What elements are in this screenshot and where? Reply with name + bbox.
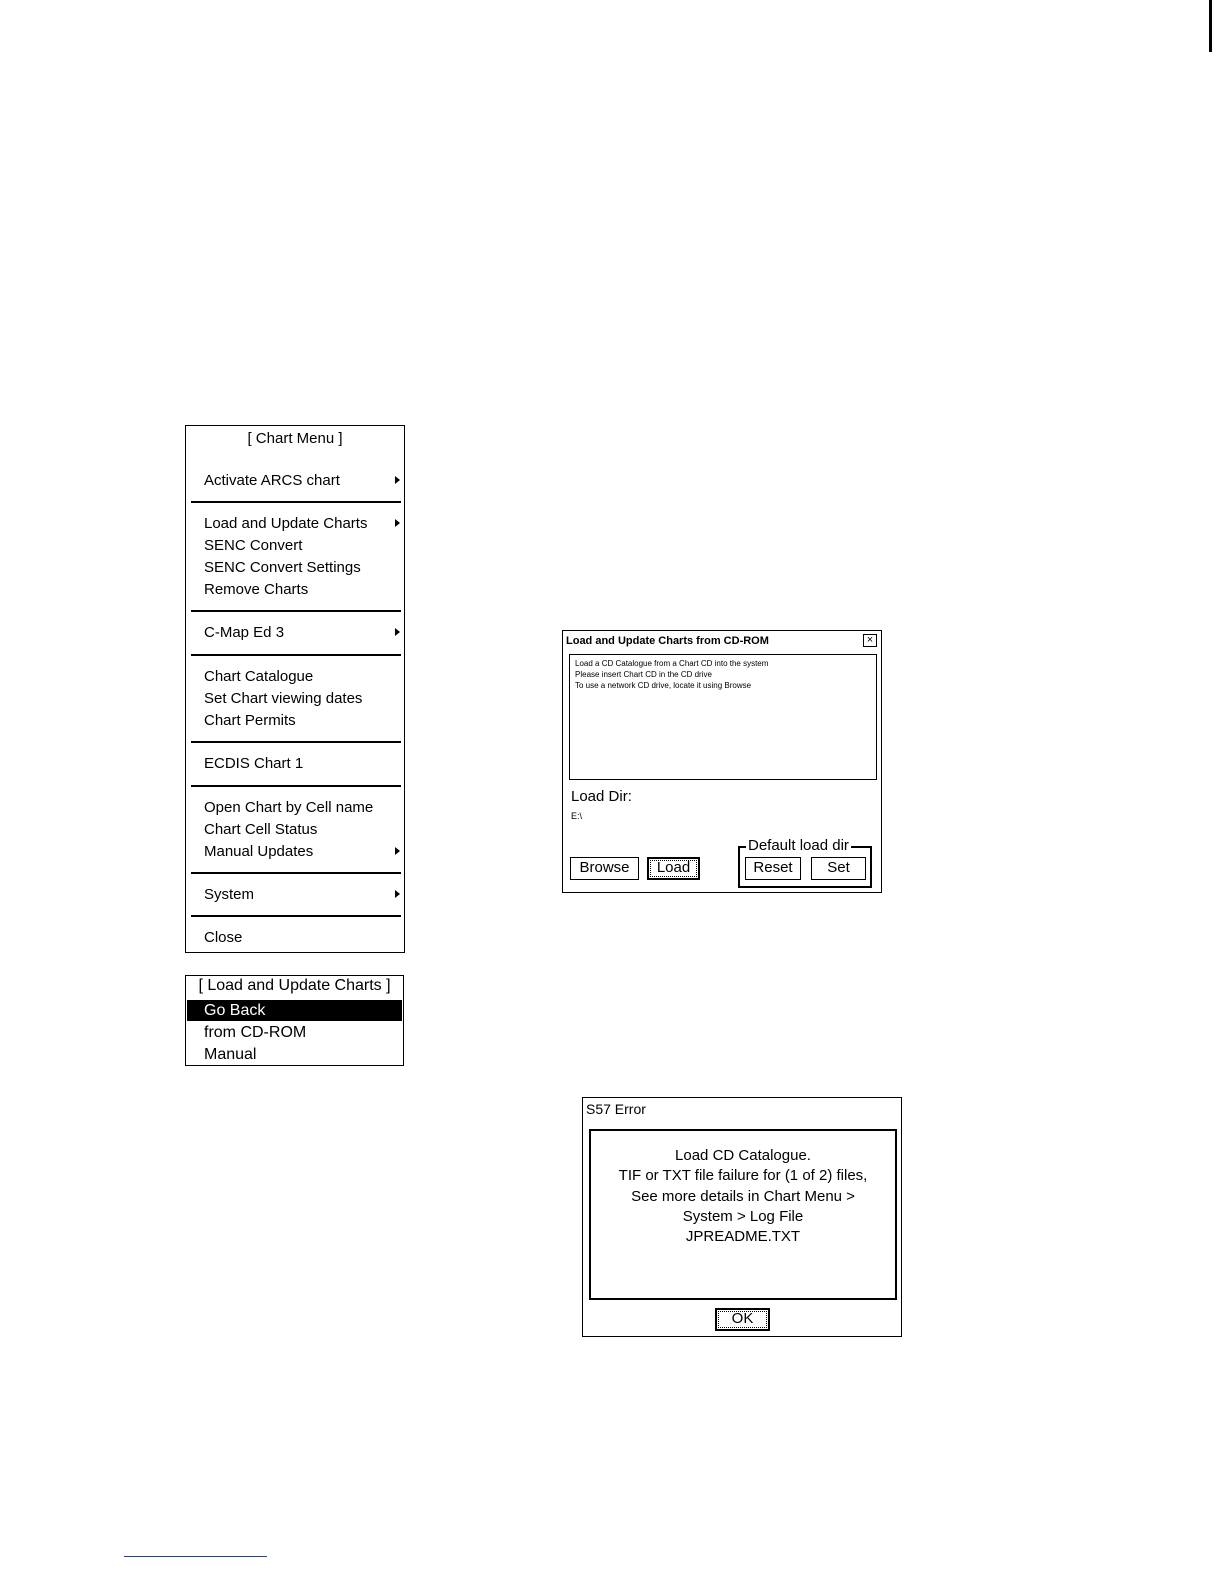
top-edge-bar [1209, 0, 1212, 52]
menu-item-load-and-update-charts[interactable]: Load and Update Charts [204, 513, 400, 535]
menu-item-ecdis-chart-1[interactable]: ECDIS Chart 1 [204, 755, 304, 772]
menu-item-open-chart-by-cell-name[interactable]: Open Chart by Cell name [204, 799, 374, 816]
menu-item-remove-charts[interactable]: Remove Charts [204, 581, 309, 598]
set-button[interactable]: Set [811, 857, 866, 880]
submenu-arrow-icon [395, 519, 400, 527]
submenu-item-from-cd-rom[interactable]: from CD-ROM [204, 1024, 307, 1041]
error-dialog-title: S57 Error [586, 1101, 646, 1117]
load-charts-dialog [562, 630, 882, 893]
menu-item-c-map-ed3[interactable]: C-Map Ed 3 [204, 622, 400, 644]
menu-item-chart-catalogue[interactable]: Chart Catalogue [204, 668, 314, 685]
submenu-arrow-icon [395, 847, 400, 855]
error-message-box [589, 1129, 897, 1300]
submenu-arrow-icon [395, 476, 400, 484]
close-icon[interactable]: × [863, 634, 877, 647]
submenu-item-go-back[interactable]: Go Back [187, 1000, 402, 1021]
menu-item-system[interactable]: System [204, 884, 400, 906]
menu-divider [191, 785, 401, 787]
message-line: Please insert Chart CD in the CD drive [575, 670, 712, 679]
error-line: Load CD Catalogue. [675, 1147, 811, 1164]
message-line: Load a CD Catalogue from a Chart CD into the system [575, 659, 769, 668]
menu-divider [191, 654, 401, 656]
menu-divider [191, 915, 401, 917]
s57-error-dialog [582, 1097, 902, 1337]
dialog-title: Load and Update Charts from CD-ROM [566, 635, 769, 647]
default-load-dir-group [738, 837, 872, 888]
reset-button[interactable]: Reset [745, 857, 801, 880]
menu-item-senc-convert[interactable]: SENC Convert [204, 537, 303, 554]
error-line: JPREADME.TXT [685, 1228, 801, 1246]
submenu-title: [ Load and Update Charts ] [198, 977, 391, 994]
menu-item-senc-convert-settings[interactable]: SENC Convert Settings [204, 559, 361, 576]
default-load-dir-label: Default load dir [748, 837, 849, 854]
chart-menu-title: [ Chart Menu ] [247, 430, 343, 447]
load-dir-value: E:\ [571, 811, 583, 821]
submenu-item-manual[interactable]: Manual [204, 1046, 257, 1063]
browse-button[interactable]: Browse [570, 857, 639, 880]
submenu-arrow-icon [395, 628, 400, 636]
submenu-arrow-icon [395, 890, 400, 898]
error-line: See more details in Chart Menu > [631, 1187, 855, 1205]
menu-divider [191, 872, 401, 874]
menu-divider [191, 501, 401, 503]
ok-button[interactable]: OK [715, 1308, 770, 1331]
error-line: TIF or TXT file failure for (1 of 2) files, [618, 1167, 868, 1185]
menu-item-activate-arcs-chart[interactable]: Activate ARCS chart [204, 470, 400, 492]
menu-item-close[interactable]: Close [204, 929, 243, 946]
menu-divider [191, 610, 401, 612]
menu-item-set-chart-viewing-dates[interactable]: Set Chart viewing dates [204, 690, 363, 707]
chart-menu [185, 425, 405, 953]
message-line: To use a network CD drive, locate it using Browse [575, 681, 752, 690]
menu-item-chart-permits[interactable]: Chart Permits [204, 712, 296, 729]
footer-rule [124, 1556, 267, 1557]
menu-item-manual-updates[interactable]: Manual Updates [204, 841, 400, 863]
load-update-submenu [185, 975, 404, 1066]
menu-divider [191, 741, 401, 743]
menu-item-chart-cell-status[interactable]: Chart Cell Status [204, 821, 318, 838]
load-button[interactable]: Load [647, 857, 700, 880]
error-line: System > Log File [682, 1207, 804, 1225]
message-box [569, 654, 877, 780]
load-dir-label: Load Dir: [571, 788, 632, 805]
